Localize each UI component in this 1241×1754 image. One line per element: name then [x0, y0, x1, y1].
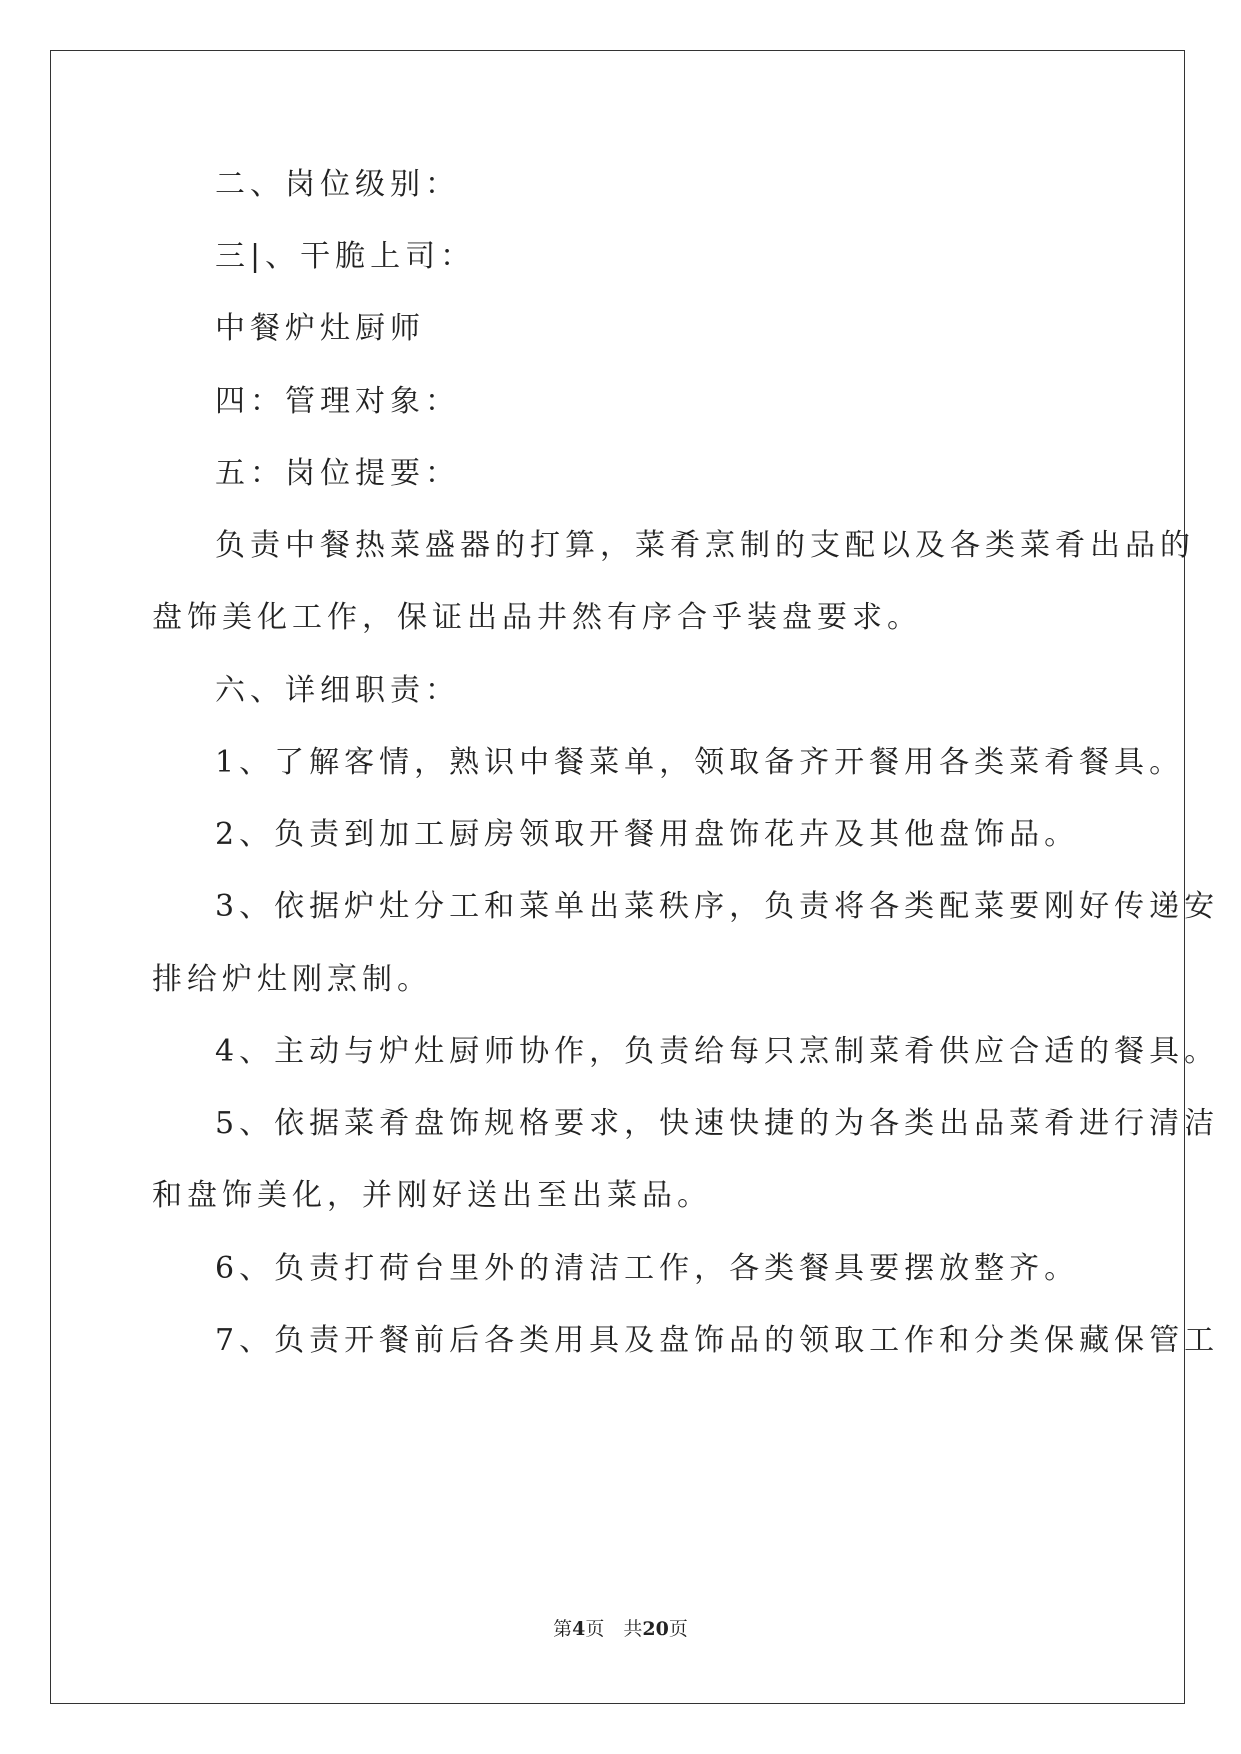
duty-item-6: 6、负责打荷台里外的清洁工作，各类餐具要摆放整齐。 — [215, 1251, 1080, 1286]
duty-item-3-line2: 排给炉灶刚烹制。 — [152, 962, 432, 997]
footer-total-pages: 20 — [642, 1618, 669, 1640]
duty-item-7-line1: 7、负责开餐前后各类用具及盘饰品的领取工作和分类保藏保管工 — [215, 1323, 1220, 1358]
footer-middle: 页 共 — [585, 1618, 643, 1640]
duty-item-2: 2、负责到加工厨房领取开餐用盘饰花卉及其他盘饰品。 — [215, 817, 1080, 852]
paragraph-superior: 三|、干脆上司： — [215, 239, 476, 274]
paragraph-duties-heading: 六、详细职责： — [215, 673, 460, 708]
footer-prefix: 第 — [553, 1618, 573, 1640]
paragraph-summary-heading: 五：岗位提要： — [215, 456, 460, 491]
duty-item-5-line2: 和盘饰美化，并刚好送出至出菜品。 — [152, 1178, 712, 1213]
paragraph-management: 四：管理对象： — [215, 384, 460, 419]
paragraph-summary-line1: 负责中餐热菜盛器的打算，菜肴烹制的支配以及各类菜肴出品的 — [215, 528, 1195, 563]
paragraph-summary-line2: 盘饰美化工作，保证出品井然有序合乎装盘要求。 — [152, 600, 922, 635]
duty-item-1: 1、了解客情，熟识中餐菜单，领取备齐开餐用各类菜肴餐具。 — [215, 745, 1185, 780]
paragraph-superior-value: 中餐炉灶厨师 — [215, 311, 425, 346]
paragraph-level: 二、岗位级别： — [215, 167, 460, 202]
page-footer — [0, 1617, 1241, 1641]
page-border — [50, 50, 1185, 1704]
footer-current-page: 4 — [572, 1618, 586, 1640]
footer-suffix: 页 — [668, 1618, 688, 1640]
duty-item-4: 4、主动与炉灶厨师协作，负责给每只烹制菜肴供应合适的餐具。 — [215, 1034, 1220, 1069]
duty-item-3-line1: 3、依据炉灶分工和菜单出菜秩序，负责将各类配菜要刚好传递安 — [215, 889, 1220, 924]
duty-item-5-line1: 5、依据菜肴盘饰规格要求，快速快捷的为各类出品菜肴进行清洁 — [215, 1106, 1220, 1141]
